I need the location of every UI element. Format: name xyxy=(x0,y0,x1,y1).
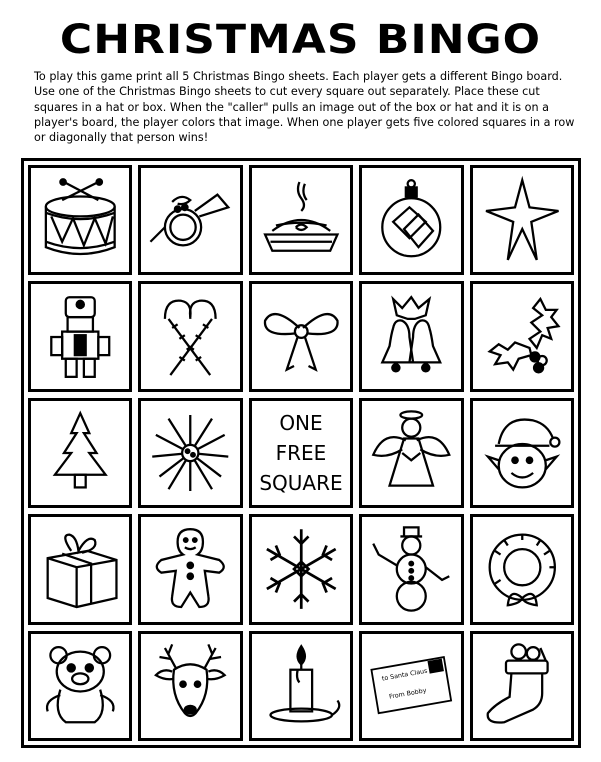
french-horn-icon xyxy=(145,172,236,268)
bingo-square-snowman[interactable] xyxy=(359,514,463,624)
bingo-square-nutcracker[interactable] xyxy=(28,281,132,391)
bingo-square-gift[interactable] xyxy=(28,514,132,624)
bingo-square-poinsettia[interactable] xyxy=(138,398,242,508)
bingo-square-horn[interactable] xyxy=(138,165,242,275)
bingo-square-elf[interactable] xyxy=(470,398,574,508)
ornament-icon xyxy=(366,172,457,268)
reindeer-icon xyxy=(145,638,236,734)
bingo-square-candy-canes[interactable] xyxy=(138,281,242,391)
nutcracker-icon xyxy=(35,289,126,385)
snowflake-icon xyxy=(256,521,347,617)
candy-canes-icon xyxy=(145,289,236,385)
bells-icon xyxy=(366,289,457,385)
bingo-square-bells[interactable] xyxy=(359,281,463,391)
bingo-square-tree[interactable] xyxy=(28,398,132,508)
bingo-square-holly[interactable] xyxy=(470,281,574,391)
gift-icon xyxy=(35,521,126,617)
star-icon xyxy=(477,172,568,268)
free-square-line-three: SQUARE xyxy=(259,470,343,495)
wreath-icon xyxy=(477,521,568,617)
bingo-square-letter[interactable] xyxy=(359,631,463,741)
free-square-line-one: ONE xyxy=(279,410,323,435)
stocking-icon xyxy=(477,638,568,734)
bingo-square-snowflake[interactable] xyxy=(249,514,353,624)
free-square[interactable] xyxy=(249,398,353,508)
drum-icon xyxy=(35,172,126,268)
letter-to-line: to Santa Claus xyxy=(381,667,429,683)
holly-icon xyxy=(477,289,568,385)
bingo-square-wreath[interactable] xyxy=(470,514,574,624)
letter-to-santa-icon xyxy=(366,638,457,734)
bingo-board xyxy=(21,158,581,748)
poinsettia-icon xyxy=(145,405,236,501)
bingo-square-star[interactable] xyxy=(470,165,574,275)
christmas-tree-icon xyxy=(35,405,126,501)
snowman-icon xyxy=(366,521,457,617)
bingo-square-teddy-bear[interactable] xyxy=(28,631,132,741)
bingo-square-gingerbread[interactable] xyxy=(138,514,242,624)
bingo-square-stocking[interactable] xyxy=(470,631,574,741)
bingo-square-pie[interactable] xyxy=(249,165,353,275)
bingo-square-reindeer[interactable] xyxy=(138,631,242,741)
pie-icon xyxy=(256,172,347,268)
candle-icon xyxy=(256,638,347,734)
elf-icon xyxy=(477,405,568,501)
free-square-line-two: FREE xyxy=(275,440,327,465)
angel-icon xyxy=(366,405,457,501)
gingerbread-man-icon xyxy=(145,521,236,617)
bingo-square-ornament[interactable] xyxy=(359,165,463,275)
bingo-square-drum[interactable] xyxy=(28,165,132,275)
instructions-text: To play this game print all 5 Christmas Bingo sheets. Each player gets a different Bingo board. Use one of the Christmas Bingo sheets to cut every square out separately. Place these cut squares in a hat or box. When the "caller" pulls an image out of the box or hat and it is on a player's board, the player colors that image. When one player gets five colored squares in a row or diagonally that person wins! xyxy=(34,70,575,145)
bingo-square-candle[interactable] xyxy=(249,631,353,741)
teddy-bear-icon xyxy=(35,638,126,734)
bow-icon xyxy=(256,289,347,385)
page-title: CHRISTMAS BINGO xyxy=(59,16,542,63)
letter-from-line: From Bobby xyxy=(388,686,428,701)
bingo-square-bow[interactable] xyxy=(249,281,353,391)
bingo-square-angel[interactable] xyxy=(359,398,463,508)
